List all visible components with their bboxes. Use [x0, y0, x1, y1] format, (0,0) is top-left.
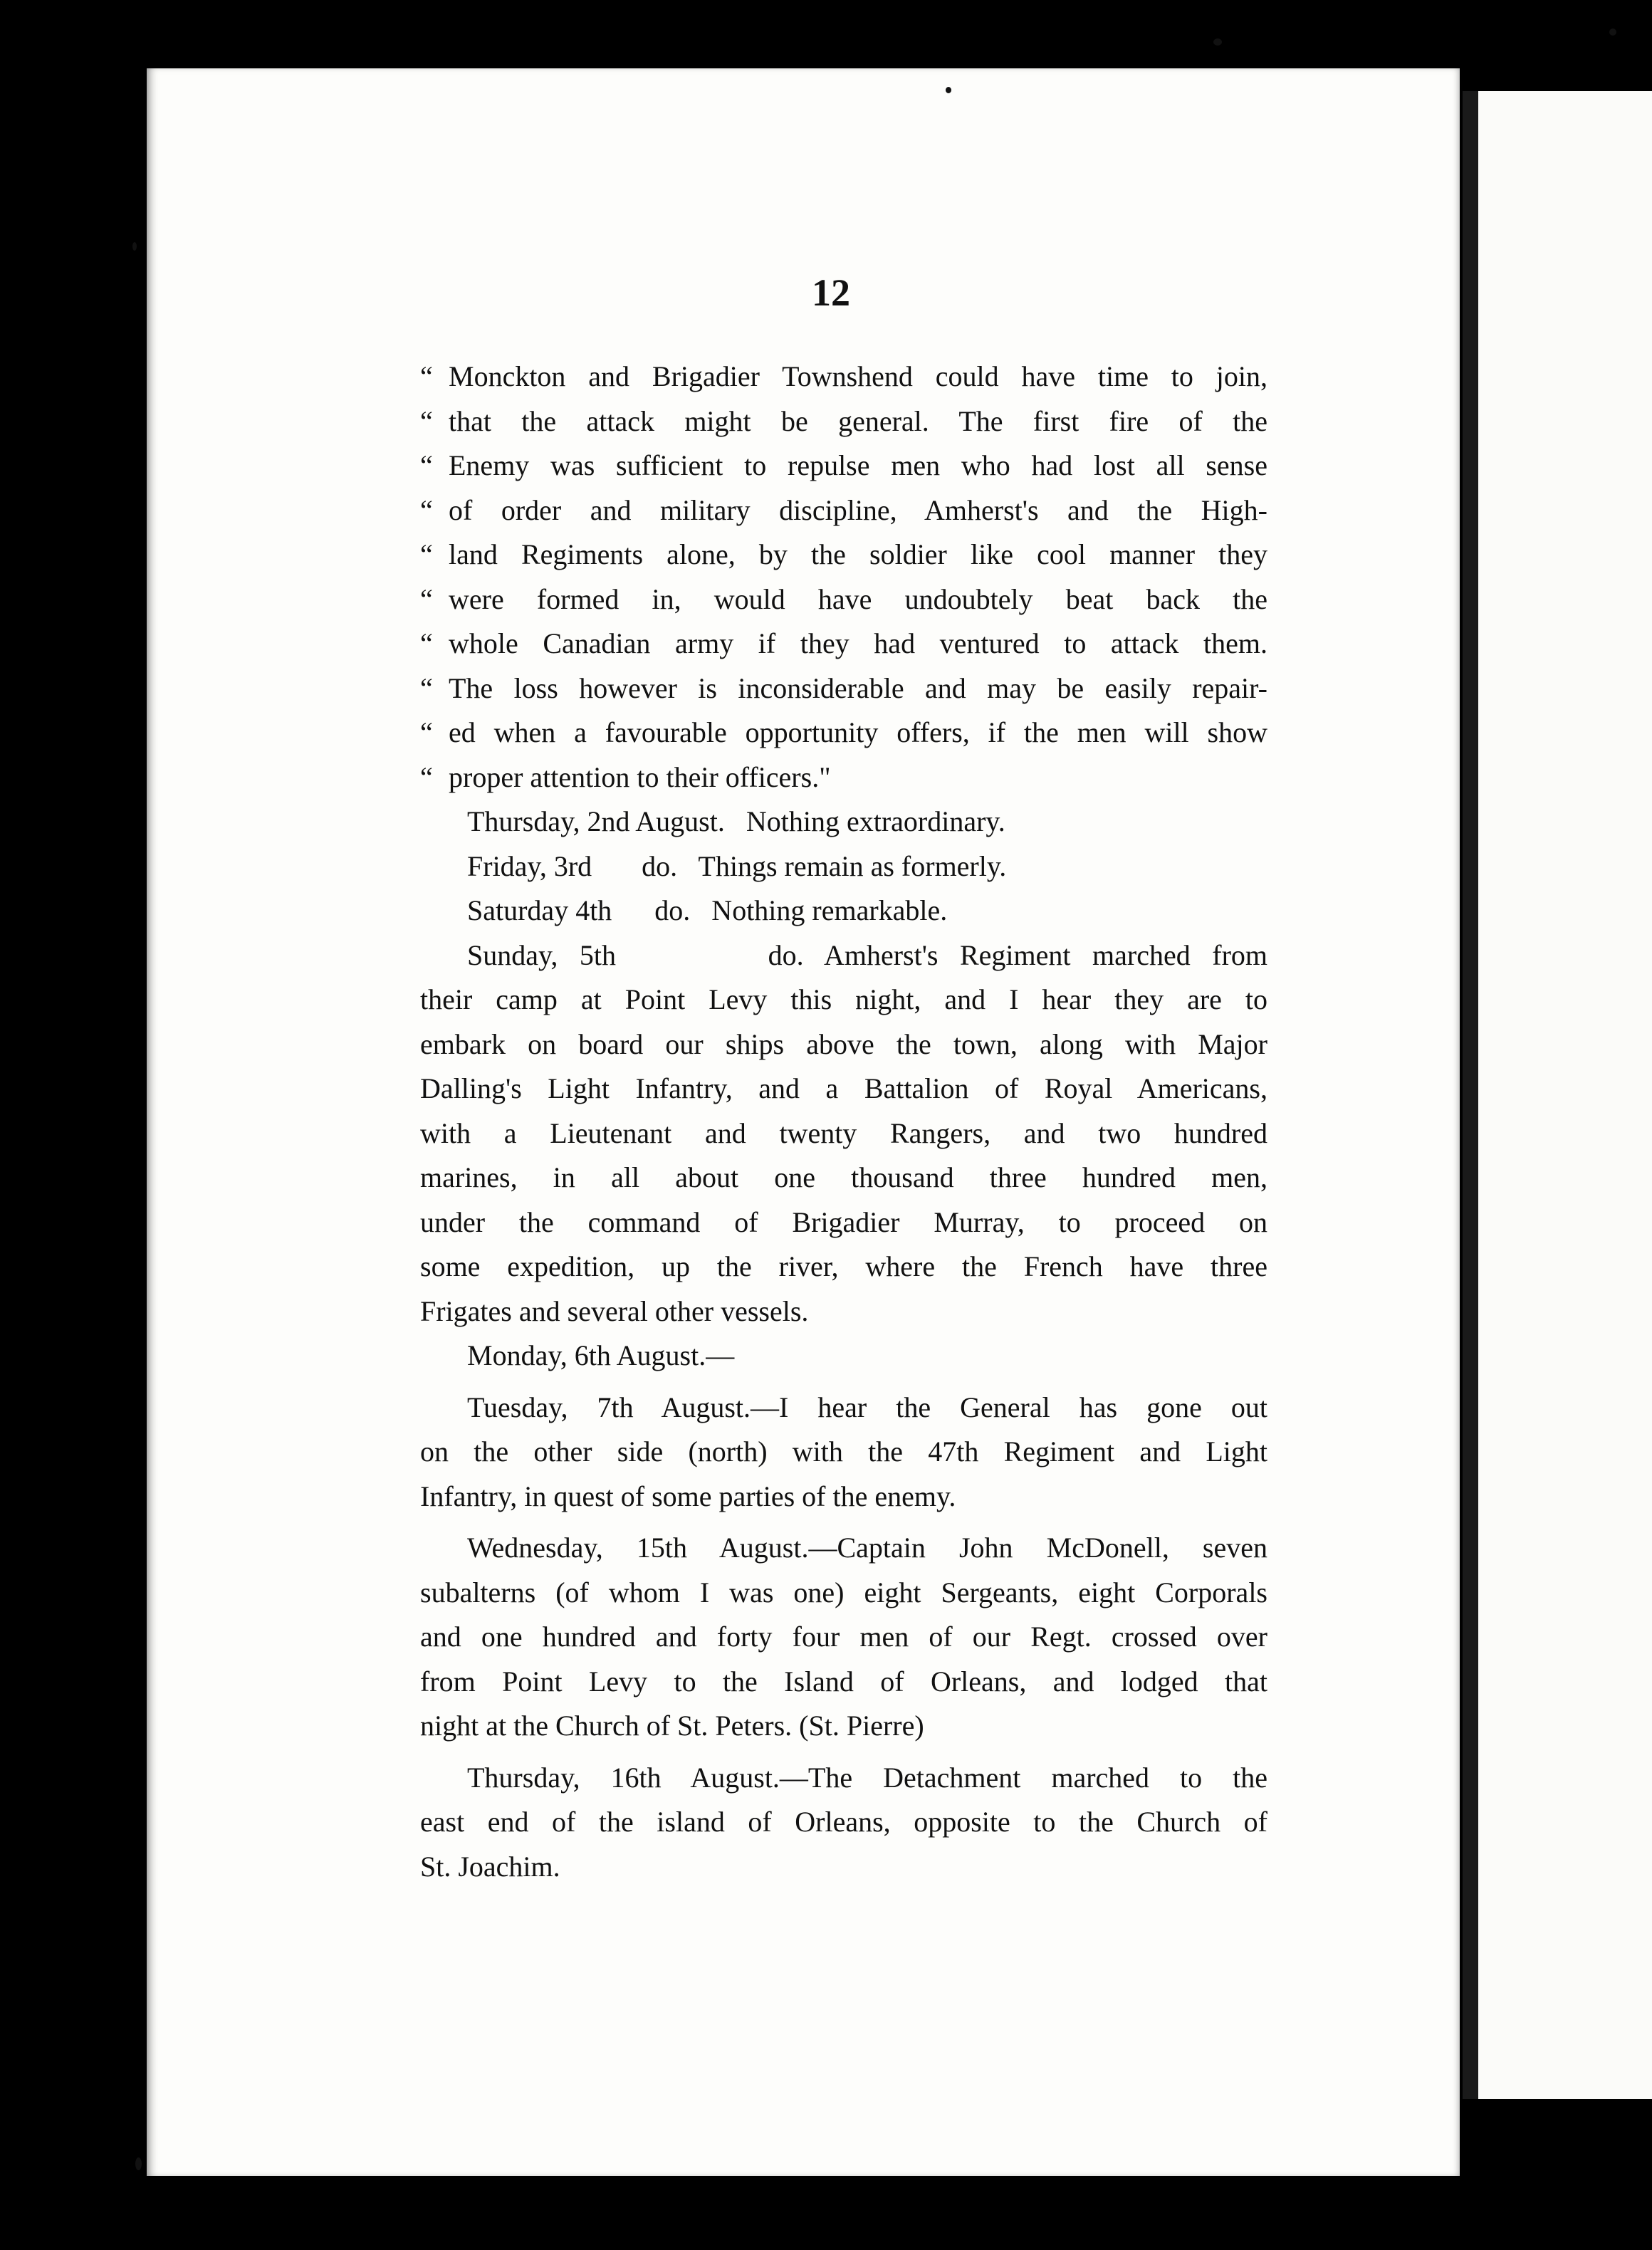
journal-entry-line: under the command of Brigadier Murray, to proceed on — [420, 1205, 1267, 1238]
quote-line: “ were formed in, would have undoubtely beat back the — [420, 577, 1267, 622]
print-speck — [135, 2157, 142, 2170]
journal-entry-line: Infantry, in quest of some parties of the enemy. — [420, 1480, 956, 1512]
quote-line: “ that the attack might be general. The first fire of the — [420, 399, 1267, 444]
journal-entry-line: Wednesday, 15th August.—Captain John McDonell, seven — [467, 1532, 1267, 1564]
journal-entry-line: and one hundred and forty four men of our Regt. crossed over — [420, 1621, 1267, 1653]
quote-line: “ whole Canadian army if they had ventured to attack them. — [420, 622, 1267, 666]
journal-entry-line: marines, in all about one thousand three hundred men, — [420, 1161, 1267, 1193]
quote-line: “ Enemy was sufficient to repulse men who had lost all sense — [420, 444, 1267, 488]
journal-entry-line: subalterns (of whom I was one) eight Sergeants, eight Corporals — [420, 1576, 1267, 1608]
print-speck — [946, 87, 951, 93]
print-speck — [1609, 28, 1616, 36]
journal-entry-line: Dalling's Light Infantry, and a Battalion of Royal Americans, — [420, 1072, 1267, 1104]
journal-entry-line: Friday, 3rd do. Things remain as formerly. — [467, 849, 1007, 882]
journal-entry-line: some expedition, up the river, where the French have three — [420, 1250, 1267, 1282]
journal-entry-line: from Point Levy to the Island of Orleans, and lodged that — [420, 1665, 1267, 1697]
journal-entry-line: with a Lieutenant and twenty Rangers, and two hundred — [420, 1116, 1267, 1149]
journal-entry-line: night at the Church of St. Peters. (St. Pierre) — [420, 1710, 924, 1742]
journal-entry-line: St. Joachim. — [420, 1850, 560, 1883]
page-text — [420, 355, 1267, 1889]
quote-line: “ ed when a favourable opportunity offers, if the men will show — [420, 711, 1267, 755]
journal-entry-line: Tuesday, 7th August.—I hear the General has gone out — [467, 1391, 1267, 1423]
journal-entry-line: Sunday, 5th do. Amherst's Regiment marched from — [467, 938, 1267, 971]
quote-line: “ The loss however is inconsiderable and may be easily repair- — [420, 666, 1267, 711]
quote-line: “ of order and military discipline, Amherst's and the High- — [420, 488, 1267, 533]
quote-line: “ proper attention to their officers." — [420, 755, 1267, 800]
journal-entry-line: east end of the island of Orleans, opposite to the Church of — [420, 1806, 1267, 1838]
print-speck — [1213, 38, 1222, 46]
print-speck — [132, 242, 137, 251]
journal-entry-line: Saturday 4th do. Nothing remarkable. — [467, 894, 948, 926]
page-number: 12 — [812, 271, 850, 314]
journal-entry-line: Thursday, 2nd August. Nothing extraordinary. — [467, 805, 1005, 837]
quote-line: “ Monckton and Brigadier Townshend could have time to join, — [420, 355, 1267, 399]
journal-entry-line: Frigates and several other vessels. — [420, 1294, 809, 1327]
adjacent-page-edge — [1463, 91, 1652, 2099]
quote-line: “ land Regiments alone, by the soldier like cool manner they — [420, 533, 1267, 577]
journal-entry-line: Thursday, 16th August.—The Detachment marched to the — [467, 1761, 1267, 1794]
journal-entry-line: embark on board our ships above the town, along with Major — [420, 1027, 1267, 1060]
journal-entry-line: Monday, 6th August.— — [467, 1339, 735, 1371]
journal-entry-line: on the other side (north) with the 47th Regiment and Light — [420, 1435, 1267, 1467]
journal-entry-line: their camp at Point Levy this night, and I hear they are to — [420, 983, 1267, 1015]
